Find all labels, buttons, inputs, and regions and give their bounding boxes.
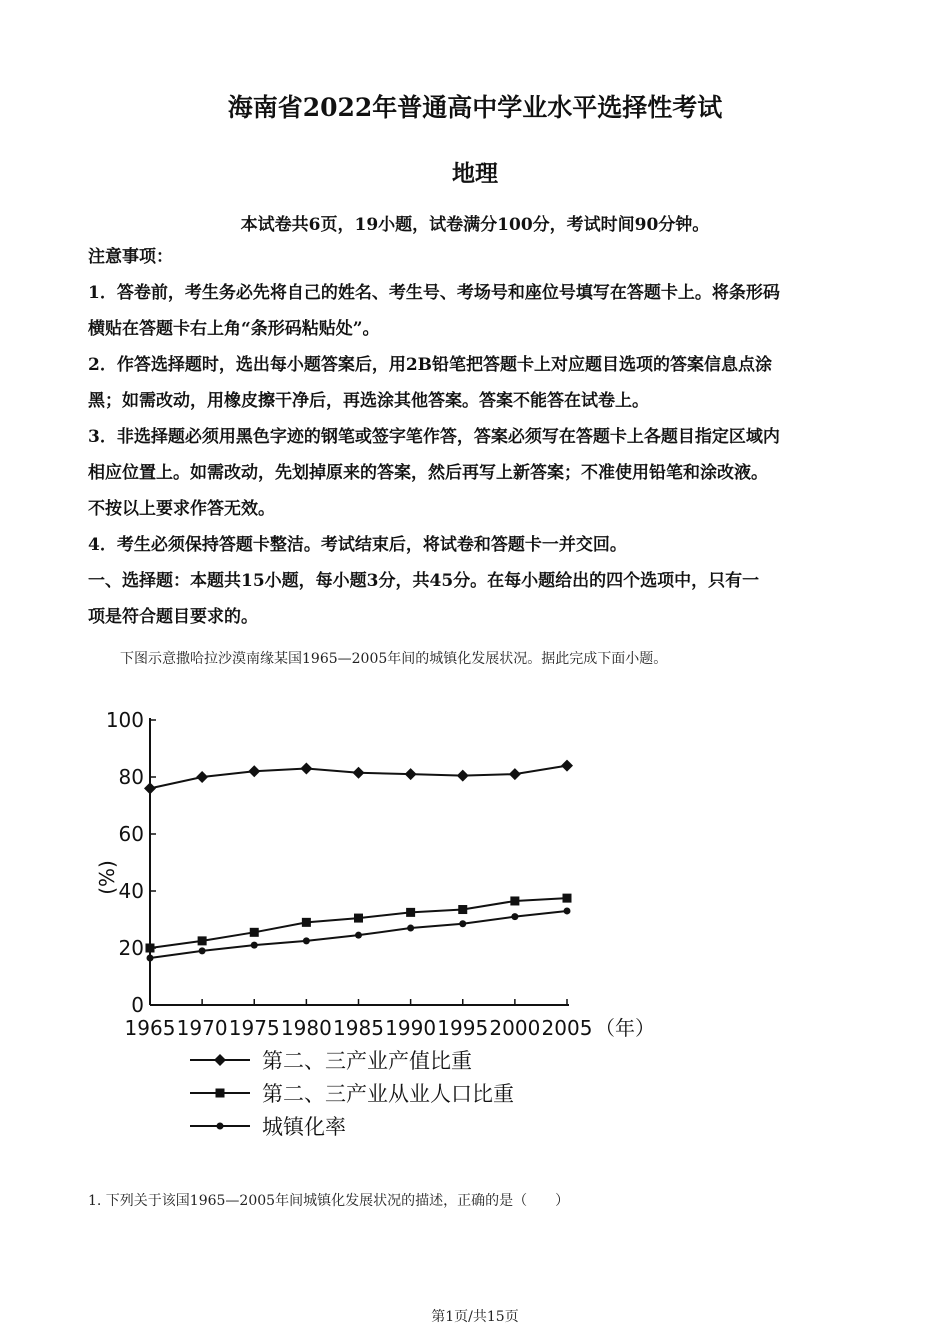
exam-info: 本试卷共6页，19小题，试卷满分100分，考试时间90分钟。: [240, 215, 710, 235]
series-2-point-1990: [407, 925, 414, 932]
x-tick-label-1980: 1980: [280, 1016, 332, 1040]
note-2-line-1: 2．作答选择题时，选出每小题答案后，用2B铅笔把答题卡上对应题目选项的答案信息点涂: [88, 355, 773, 375]
subject-title: 地理: [452, 160, 498, 187]
series-1-point-1980: [302, 918, 311, 927]
page-footer: 第1页/共15页: [431, 1309, 519, 1325]
notes-heading: 注意事项：: [88, 247, 173, 267]
section-line-1: 一、选择题：本题共15小题，每小题3分，共45分。在每小题给出的四个选项中，只有一: [88, 571, 760, 591]
series-0-point-1965: [144, 782, 156, 794]
series-2-point-1985: [355, 932, 362, 939]
x-axis-unit: （年）: [595, 1016, 655, 1040]
series-2-point-1980: [303, 937, 310, 944]
y-tick-label-60: 60: [118, 822, 144, 846]
note-2-line-2: 黑；如需改动，用橡皮擦干净后，再选涂其他答案。答案不能答在试卷上。: [88, 391, 649, 411]
x-tick-label-1970: 1970: [176, 1016, 228, 1040]
series-2-point-1965: [147, 954, 154, 961]
y-tick-label-80: 80: [118, 765, 144, 789]
question-1: 1. 下列关于该国1965—2005年间城镇化发展状况的描述，正确的是（ ）: [88, 1193, 570, 1209]
series-1-point-1990: [406, 908, 415, 917]
y-tick-label-40: 40: [118, 879, 144, 903]
x-tick-label-1990: 1990: [385, 1016, 437, 1040]
series-1-point-1965: [146, 944, 155, 953]
series-2-point-1970: [199, 947, 206, 954]
note-3-line-1: 3．非选择题必须用黑色字迹的钢笔或签字笔作答，答案必须写在答题卡上各题目指定区域内: [88, 427, 780, 447]
y-tick-label-0: 0: [131, 993, 144, 1017]
legend-marker-0: [214, 1054, 226, 1066]
x-tick-label-2005: 2005: [541, 1016, 593, 1040]
urbanization-chart: [80, 690, 700, 1160]
legend-label-1: 第二、三产业从业人口比重: [262, 1082, 514, 1106]
y-tick-label-100: 100: [105, 708, 144, 732]
series-0-point-2005: [561, 760, 573, 772]
legend-marker-1: [216, 1089, 225, 1098]
x-tick-label-1975: 1975: [228, 1016, 280, 1040]
chart-intro: 下图示意撒哈拉沙漠南缘某国1965—2005年间的城镇化发展状况。据此完成下面小题。: [120, 651, 668, 667]
series-1-point-1975: [250, 928, 259, 937]
exam-title: 海南省2022年普通高中学业水平选择性考试: [227, 93, 723, 122]
series-line-1: [150, 898, 567, 948]
x-tick-label-1995: 1995: [437, 1016, 489, 1040]
legend-label-2: 城镇化率: [262, 1115, 346, 1139]
series-1-point-1995: [458, 905, 467, 914]
series-1-point-2005: [563, 894, 572, 903]
series-0-point-1990: [405, 768, 417, 780]
series-1-point-1985: [354, 914, 363, 923]
note-3-line-3: 不按以上要求作答无效。: [88, 499, 275, 519]
series-0-point-1970: [196, 771, 208, 783]
series-0-point-2000: [509, 768, 521, 780]
y-tick-label-20: 20: [118, 936, 144, 960]
note-1-line-1: 1．答卷前，考生务必先将自己的姓名、考生号、考场号和座位号填写在答题卡上。将条形码: [88, 283, 780, 303]
series-2-point-1995: [459, 920, 466, 927]
series-0-point-1975: [248, 765, 260, 777]
note-3-line-2: 相应位置上。如需改动，先划掉原来的答案，然后再写上新答案；不准使用铅笔和涂改液。: [88, 463, 768, 483]
section-line-2: 项是符合题目要求的。: [88, 607, 258, 627]
series-0-point-1980: [300, 762, 312, 774]
notes-block: [88, 239, 878, 635]
series-2-point-2005: [564, 907, 571, 914]
series-0-point-1995: [457, 770, 469, 782]
legend-marker-2: [217, 1123, 224, 1130]
x-tick-label-1965: 1965: [124, 1016, 176, 1040]
series-1-point-1970: [198, 936, 207, 945]
note-4-line-1: 4．考生必须保持答题卡整洁。考试结束后，将试卷和答题卡一并交回。: [88, 535, 627, 555]
note-1-line-2: 横贴在答题卡右上角“条形码粘贴处”。: [88, 319, 380, 339]
series-0-point-1985: [353, 767, 365, 779]
series-1-point-2000: [510, 896, 519, 905]
y-axis-label: (%): [95, 860, 119, 895]
series-2-point-1975: [251, 942, 258, 949]
x-tick-label-2000: 2000: [489, 1016, 541, 1040]
series-2-point-2000: [511, 913, 518, 920]
legend-label-0: 第二、三产业产值比重: [262, 1049, 472, 1073]
x-tick-label-1985: 1985: [333, 1016, 384, 1040]
